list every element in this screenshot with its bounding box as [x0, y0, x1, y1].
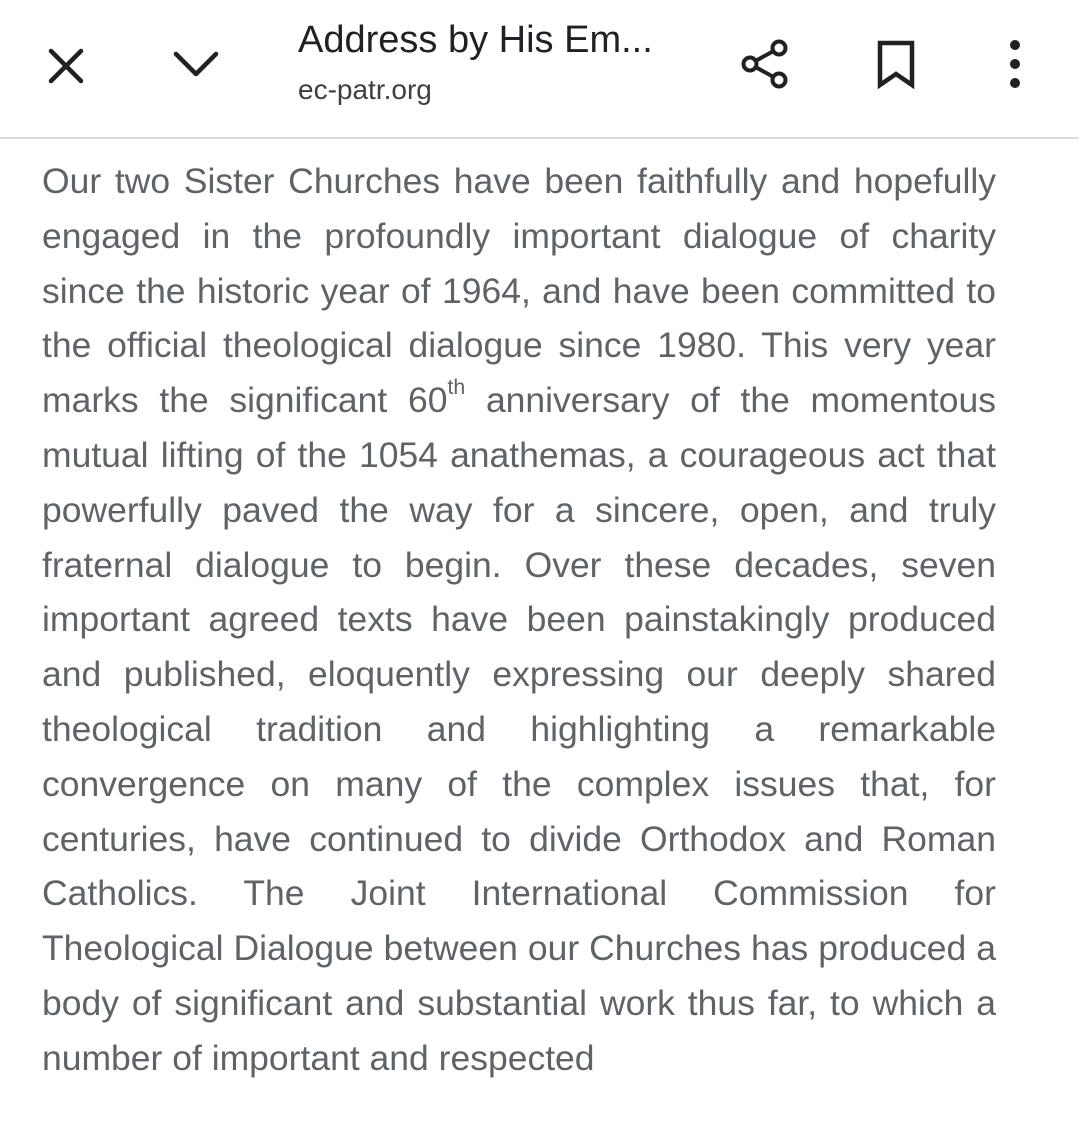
paragraph-text-part2: anniversary of the momentous mutual lifting of the 1054 anathemas, a courageous act that powerfully paved the way for a sincere, open, and truly fraternal dialogue to begin. Over these decades, seven important agreed texts have been painstakingly produced and published, eloquently expressing our deeply shared theological tradition and highlighting a remarkable convergence on many of the complex issues that, for centuries, have continued to divide Orthodox and Roman Catholics. The Joint International Commission for Theological Dialogue between our Churches has produced a body of significant and substantial work thus far, to which a number of important and respected: [42, 380, 996, 1078]
paragraph-text-part1: Our two Sister Churches have been faithfully and hopefully engaged in the profoundly important dialogue of charity since the historic year of 1964, and have been committed to the official theological dialogue since 1980. This very year marks the significant 60: [42, 161, 996, 421]
bookmark-icon: [876, 39, 916, 89]
share-icon: [739, 38, 791, 90]
page-info[interactable]: [298, 18, 718, 106]
article-body: [42, 154, 996, 1086]
bookmark-button[interactable]: [856, 24, 936, 104]
more-menu-button[interactable]: [975, 24, 1055, 104]
custom-tab-toolbar: [0, 0, 1079, 139]
chevron-down-icon: [172, 49, 220, 79]
article-paragraph: [42, 154, 996, 1086]
share-button[interactable]: [725, 24, 805, 104]
page-title: Address by His Em...: [298, 19, 653, 61]
close-button[interactable]: [26, 26, 106, 106]
close-icon: [46, 46, 86, 86]
collapse-button[interactable]: [156, 24, 236, 104]
page-url: ec-patr.org: [298, 74, 432, 105]
ordinal-suffix: th: [447, 375, 466, 400]
more-vert-icon: [1005, 38, 1025, 90]
